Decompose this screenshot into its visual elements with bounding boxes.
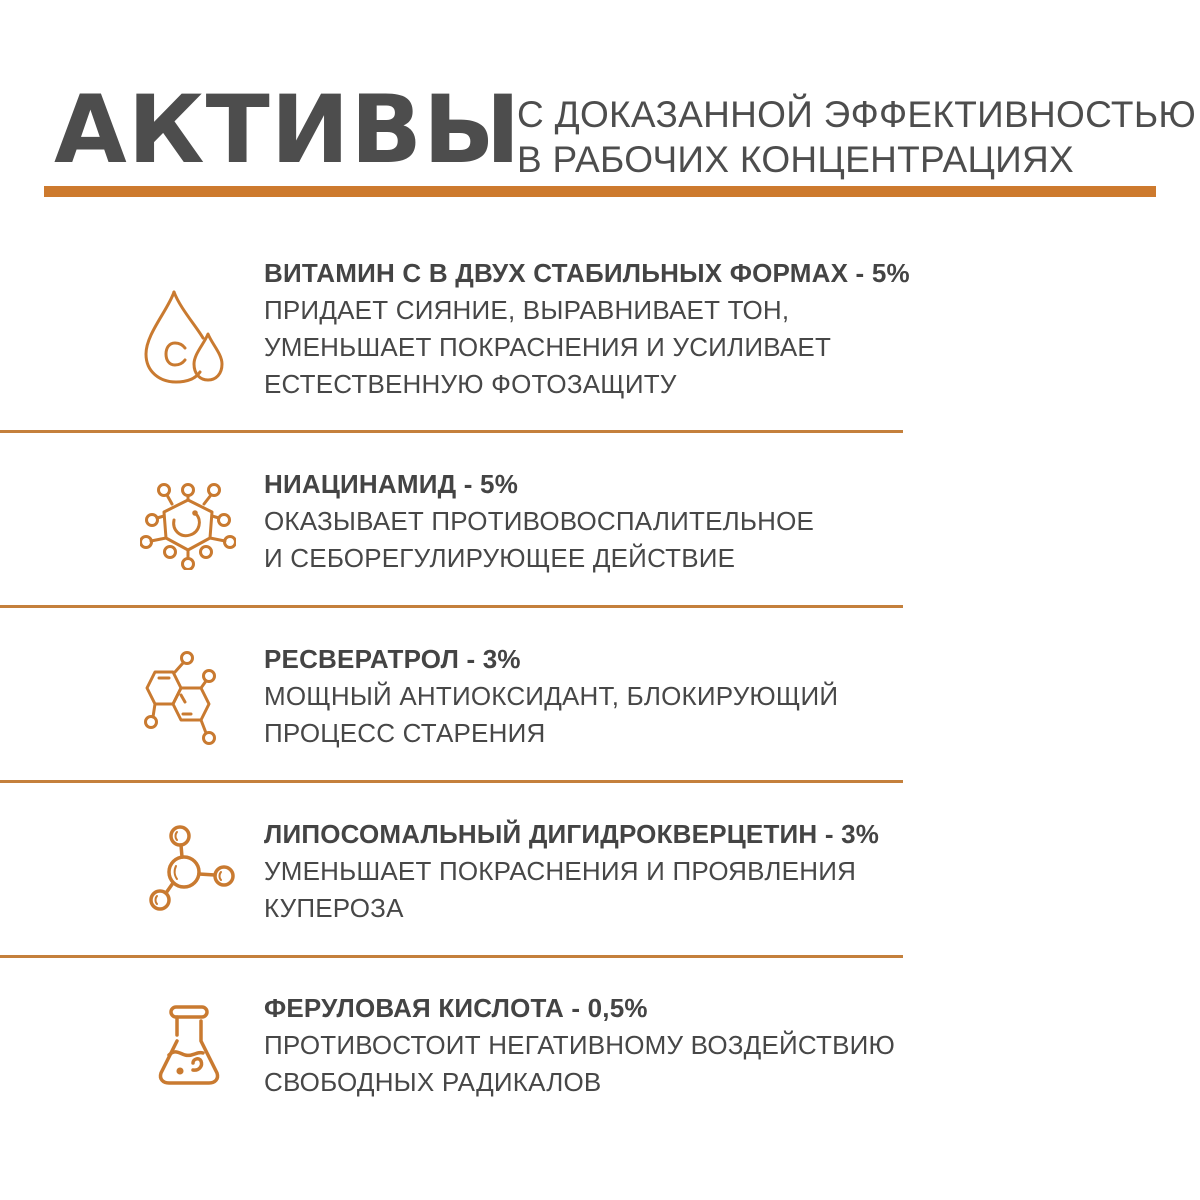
item-name: РЕСВЕРАТРОЛ - 3% — [264, 644, 521, 674]
item-name: НИАЦИНАМИД - 5% — [264, 469, 519, 499]
item-name: ЛИПОСОМАЛЬНЫЙ ДИГИДРОКВЕРЦЕТИН - 3% — [264, 819, 880, 849]
item-desc-line: УМЕНЬШАЕТ ПОКРАСНЕНИЯ И ПРОЯВЛЕНИЯ — [264, 856, 857, 886]
vitamin-c-drop-icon — [138, 282, 234, 392]
subtitle-line: С ДОКАЗАННОЙ ЭФФЕКТИВНОСТЬЮ — [517, 94, 1197, 135]
item-text — [264, 255, 910, 403]
page-title: АКТИВЫ — [54, 76, 522, 185]
item-desc-line: ПРОТИВОСТОИТ НЕГАТИВНОМУ ВОЗДЕЙСТВИЮ — [264, 1030, 896, 1060]
benzene-structure-icon — [143, 650, 223, 746]
item-text — [264, 641, 838, 752]
item-text — [264, 816, 879, 927]
item-desc-line: УМЕНЬШАЕТ ПОКРАСНЕНИЯ И УСИЛИВАЕТ — [264, 332, 832, 362]
divider — [0, 955, 903, 958]
item-desc-line: ЕСТЕСТВЕННУЮ ФОТОЗАЩИТУ — [264, 369, 677, 399]
divider — [0, 430, 903, 433]
item-desc-line: ПРИДАЕТ СИЯНИЕ, ВЫРАВНИВАЕТ ТОН, — [264, 295, 790, 325]
flask-icon — [155, 1003, 223, 1087]
page-subtitle — [517, 92, 1196, 182]
item-desc-line: СВОБОДНЫХ РАДИКАЛОВ — [264, 1067, 602, 1097]
molecule-atoms-icon — [146, 822, 238, 914]
divider — [0, 780, 903, 783]
item-text — [264, 466, 814, 577]
divider — [0, 605, 903, 608]
item-name: ВИТАМИН С В ДВУХ СТАБИЛЬНЫХ ФОРМАХ - 5% — [264, 258, 910, 288]
subtitle-line: В РАБОЧИХ КОНЦЕНТРАЦИЯХ — [517, 139, 1075, 180]
item-text — [264, 990, 895, 1101]
item-desc-line: ОКАЗЫВАЕТ ПРОТИВОВОСПАЛИТЕЛЬНОЕ — [264, 506, 815, 536]
item-desc-line: И СЕБОРЕГУЛИРУЮЩЕЕ ДЕЙСТВИЕ — [264, 543, 736, 573]
item-desc-line: МОЩНЫЙ АНТИОКСИДАНТ, БЛОКИРУЮЩИЙ — [264, 681, 839, 711]
molecule-ring-icon — [140, 480, 236, 570]
item-desc-line: КУПЕРОЗА — [264, 893, 404, 923]
item-name: ФЕРУЛОВАЯ КИСЛОТА - 0,5% — [264, 993, 648, 1023]
item-desc-line: ПРОЦЕСС СТАРЕНИЯ — [264, 718, 546, 748]
header-accent-bar — [44, 186, 1156, 197]
